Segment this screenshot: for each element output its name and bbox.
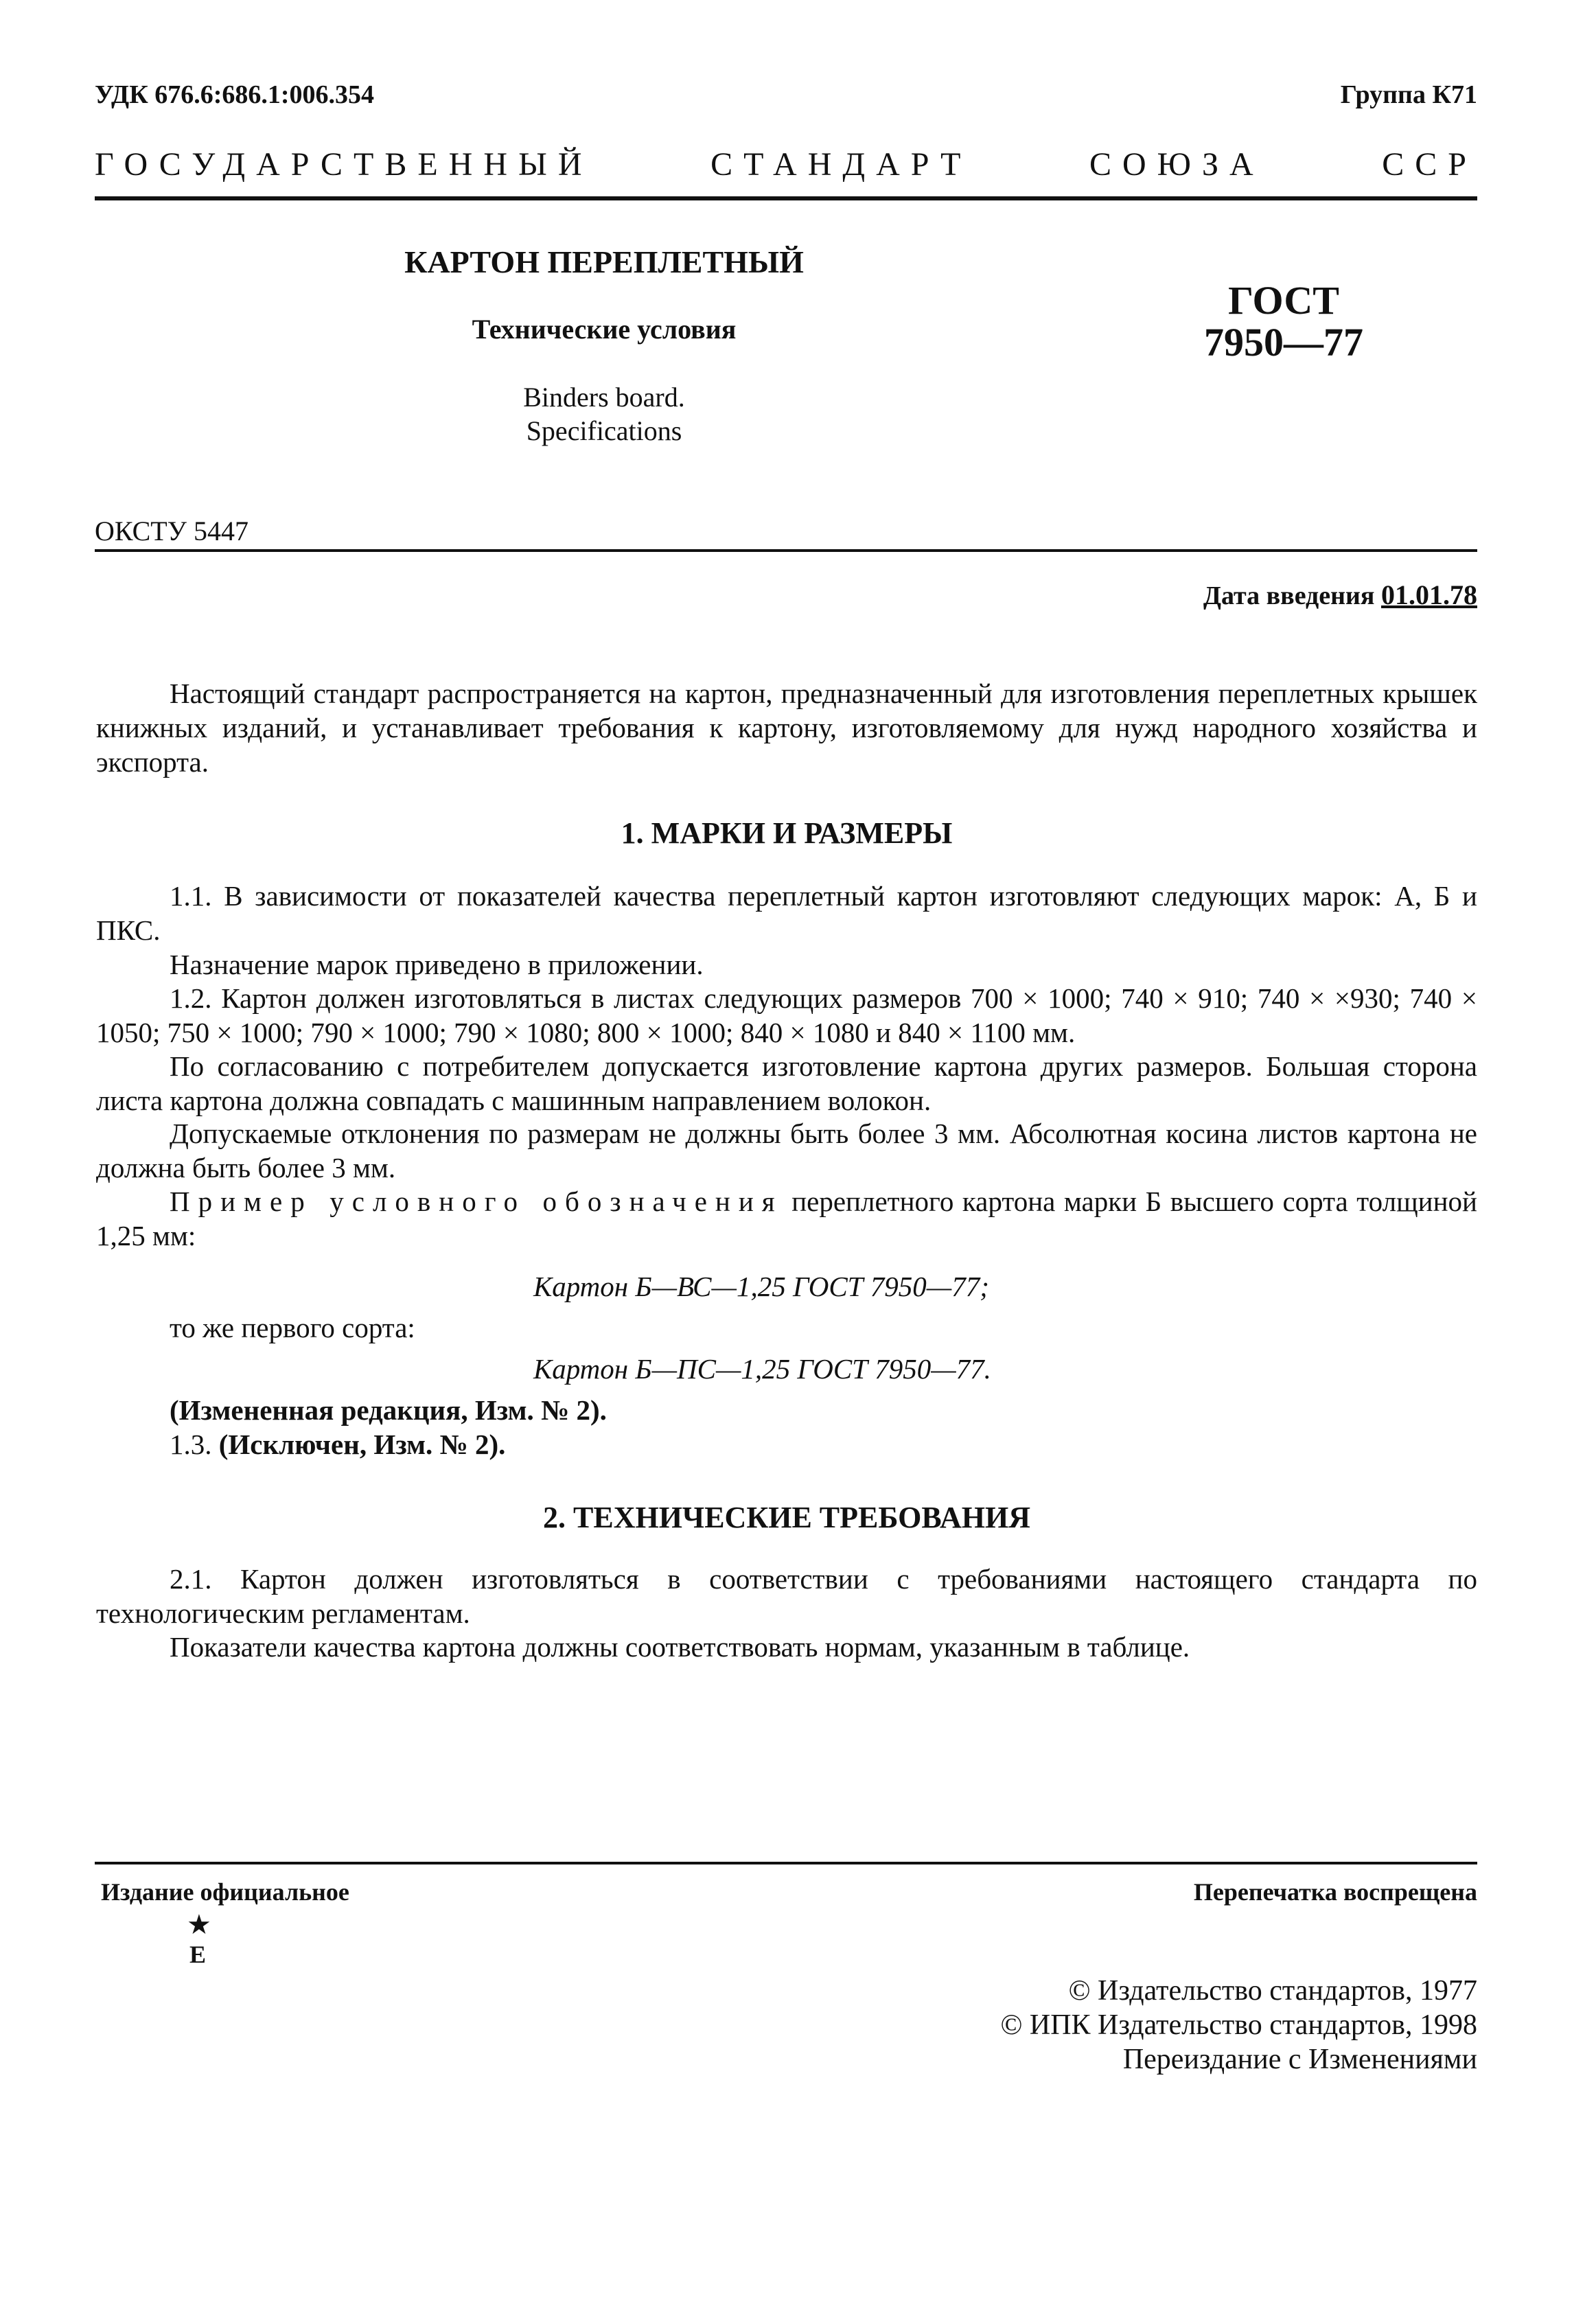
copyright-1977: © Издательство стандартов, 1977 (1068, 1975, 1477, 2007)
clause-2-1-note: Показатели качества картона должны соответствовать нормам, указанным в таблице. (170, 1631, 1190, 1663)
okstu-rule (95, 549, 1477, 552)
footer-rule (95, 1862, 1477, 1864)
intro-paragraph: Настоящий стандарт распространяется на картон, предназначенный для изготовления переплетных крышек книжных изданий, и устанавливает требования к картону, изготовляемому для нужд народного хозяйства и экспорта. (96, 678, 1477, 778)
clause-2-1: 2.1. Картон должен изготовляться в соответствии с требованиями настоящего стандарта по технологическим регламентам. (96, 1563, 1477, 1629)
gost-number: 7950—77 (1204, 320, 1363, 365)
same-first-grade: то же первого сорта: (170, 1312, 415, 1343)
english-title-line2: Specifications (526, 415, 682, 446)
udk-code: УДК 676.6:686.1:006.354 (95, 80, 375, 109)
amended-note: (Измененная редакция, Изм. № 2). (170, 1394, 607, 1426)
document-subtitle: Технические условия (472, 314, 737, 345)
clause-1-3-number: 1.3. (170, 1429, 212, 1460)
clause-1-2: 1.2. Картон должен изготовляться в листах следующих размеров 700 × 1000; 740 × 910; 740 × ×930; 740 × 1050; 750 × 1000; 790 × 1000; 790 × 1080; 800 × 1000; 840 × 1080 и 840 × 1100 мм. (96, 982, 1477, 1048)
state-standard-title: ГОСУДАРСТВЕННЫЙ СТАНДАРТ СОЮЗА ССР (95, 146, 1477, 183)
clause-1-2-agreement: По согласованию с потребителем допускается изготовление картона других размеров. Большая сторона листа картона должна совпадать с машинным направлением волокон. (96, 1050, 1477, 1116)
clause-1-2-tolerance: Допускаемые отклонения по размерам не должны быть более 3 мм. Абсолютная косина листов картона не должна быть более 3 мм. (96, 1118, 1477, 1183)
clause-1-1-note: Назначение марок приведено в приложении. (170, 949, 704, 980)
clause-1-3 (170, 1428, 505, 1461)
example-spaced: Пример условного обозначения (170, 1186, 783, 1217)
intro-date-value: 01.01.78 (1381, 579, 1477, 610)
designation-2: Картон Б—ПС—1,25 ГОСТ 7950—77. (533, 1353, 991, 1385)
header-rule (95, 196, 1477, 200)
clause-1-3-text: (Исключен, Изм. № 2). (218, 1429, 506, 1460)
section1-heading: 1. МАРКИ И РАЗМЕРЫ (621, 816, 953, 850)
example-rest: переплетного картона марки Б высшего сорта толщиной 1,25 мм: (96, 1186, 1477, 1251)
official-edition: Издание официальное (101, 1878, 349, 1906)
reprint-prohibited: Перепечатка воспрещена (1193, 1878, 1477, 1906)
intro-date-label: Дата введения (1203, 581, 1375, 610)
english-title-line1: Binders board. (523, 382, 685, 413)
reissue-note: Переиздание с Изменениями (1122, 2044, 1477, 2075)
designation-1: Картон Б—ВС—1,25 ГОСТ 7950—77; (533, 1271, 989, 1302)
group-code: Группа К71 (1340, 80, 1477, 109)
clause-1-1: 1.1. В зависимости от показателей качества переплетный картон изготовляют следующих марок: А, Б и ПКС. (96, 880, 1477, 946)
edition-letter: Е (189, 1941, 207, 1968)
okstu-code: ОКСТУ 5447 (95, 516, 249, 546)
section2-heading: 2. ТЕХНИЧЕСКИЕ ТРЕБОВАНИЯ (543, 1501, 1030, 1534)
document-title: КАРТОН ПЕРЕПЛЕТНЫЙ (404, 244, 804, 279)
star-icon: ★ (187, 1909, 211, 1940)
designation-example (96, 1184, 1477, 1253)
copyright-1998: © ИПК Издательство стандартов, 1998 (1000, 2009, 1477, 2041)
gost-label: ГОСТ (1228, 278, 1339, 323)
intro-date (1203, 579, 1477, 611)
